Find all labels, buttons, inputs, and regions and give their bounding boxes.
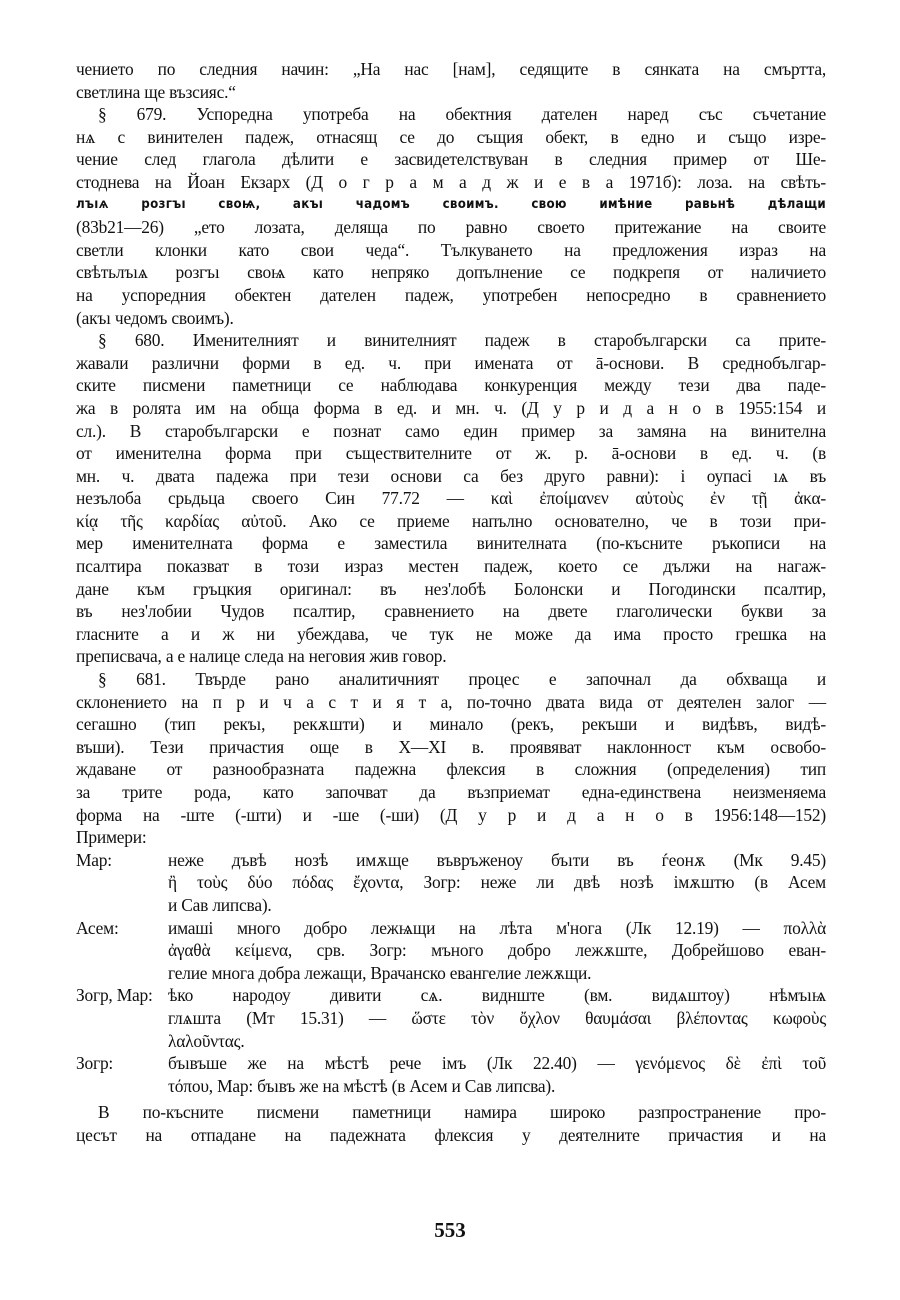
example-source-label: Асем: <box>76 917 119 938</box>
text-line: от именителна форма при съществителните от ж. р. ā-основи в ед. ч. (в <box>76 443 826 464</box>
text-line: В по-късните писмени паметници намира широко разпространение про- <box>98 1102 826 1123</box>
example-source-label: Зогр: <box>76 1053 114 1074</box>
book-page <box>76 58 826 1147</box>
text-line: за трите рода, като започват да възприемат една-единствена неизменяема <box>76 782 826 802</box>
text-line: склонението на п р и ч а с т и я т а, по-точно двата вида от деятелен залог — <box>76 691 826 712</box>
text-line: светли клонки като свои чеда“. Тълкуването на предложения израз на <box>76 239 826 260</box>
text-line: κίᾳ τῆς καρδίας αὐτοῦ. Ако се приеме напълно основателно, че в този при- <box>76 510 826 531</box>
text-line: нѧ с винителен падеж, отнасящ се до същия обект, в едно и също изре- <box>76 126 826 147</box>
text-line: незълоба срьдьца своего Син 77.72 — καὶ ἐποίμανεν αὐτοὺς ἐν τῇ ἀκα- <box>76 488 826 509</box>
example-line: и Сав липсва). <box>168 894 272 915</box>
text-line: мн. ч. двата падежа при тези основи са без друго равни): і оупасі ıѧ въ <box>76 465 826 486</box>
old-slavonic-quote-line: лъıѧ розгъı своѩ, акъı чадомъ своимъ. свою имѣние равьнѣ дѣлащи <box>76 196 826 212</box>
paragraph-continuation <box>76 58 826 103</box>
text-line: гласните а и ж ни убеждава, че тук не може да има просто грешка на <box>76 623 826 644</box>
text-line: стоднева на Йоан Екзарх (Д о г р а м а д ж и е в а 1971б): лоза. на свѣть- <box>76 171 826 192</box>
section-heading-line: § 680. Именителният и винителният падеж в старобългарски са прите- <box>98 330 826 351</box>
text-line: цесът на отпадане на падежната флексия у деятелните причастия и на <box>76 1124 826 1145</box>
paragraph-section-680 <box>76 329 826 668</box>
text-line: сегашно (тип рекъı, рекѫшти) и минало (рекъ, рекъши и видѣвъ, видѣ- <box>76 714 826 735</box>
example-body <box>168 849 826 917</box>
text-line: (акъı чедомъ своимъ). <box>76 307 234 328</box>
paragraph-closing <box>76 1101 826 1146</box>
example-line: глѧшта (Мт 15.31) — ὥστε τὸν ὄχλον θαυμάσαι βλέποντας κωφοὺς <box>168 1007 826 1028</box>
example-body <box>168 984 826 1052</box>
text-line: сл.). В старобългарски е познат само един пример за замяна на винителна <box>76 420 826 441</box>
example-line: гелие многа добра лежащи, Врачанско евангелие лежѫщи. <box>168 962 592 983</box>
text-line: въши). Тези причастия още в X—XI в. проявяват наклонност към освобо- <box>76 736 826 757</box>
page-number: 553 <box>434 1218 466 1242</box>
example-body <box>168 1052 826 1097</box>
example-line: бъıвъше же на мѣстѣ рече імъ (Лк 22.40) — γενόμενος δὲ ἐπὶ τοῦ <box>168 1053 826 1074</box>
example-line: неже дъвѣ нозѣ имѫще въвръженоу бъıти въ ѓеонѫ (Мк 9.45) <box>168 849 826 870</box>
text-line: дане към гръцкия оригинал: въ нез'лобѣ Болонски и Погодински псалтир, <box>76 578 826 599</box>
example-item <box>76 849 826 917</box>
text-line: на успоредния обектен дателен падеж, употребен непосредно в сравнението <box>76 284 826 305</box>
example-line: ἀγαθὰ κείμενα, срв. Зогр: мъного добро лежѫште, Добрейшово еван- <box>168 940 826 961</box>
example-body <box>168 917 826 985</box>
text-line: свѣтьлъıѧ розгъı своѩ като непряко допълнение се подкрепя от наличието <box>76 262 826 283</box>
text-line: чение след глагола дѣлити е засвидетелствуван в следния пример от Ше- <box>76 149 826 170</box>
paragraph-section-681 <box>76 668 826 849</box>
example-item <box>76 917 826 985</box>
example-item <box>76 984 826 1052</box>
text-line: псалтира показват в този израз местен падеж, което се дължи на нагаж- <box>76 556 826 577</box>
text-line: жавали различни форми в ед. ч. при имената от ā-основи. В среднобългар- <box>76 352 826 373</box>
text-line: мер именителната форма е заместила винителната (по-късните ръкописи на <box>76 533 826 554</box>
examples-heading: Примери: <box>76 827 147 848</box>
example-line: λαλοῦντας. <box>168 1030 245 1051</box>
text-line: преписвача, а е налице следа на неговия жив говор. <box>76 646 447 667</box>
text-line: ждаване от разнообразната падежна флексия в сложния (определения) тип <box>76 759 826 780</box>
section-heading-line: § 679. Успоредна употреба на обектния дателен наред със съчетание <box>98 104 826 125</box>
paragraph-section-679 <box>76 103 826 329</box>
example-line: ѣко народоу дивити сѧ. виднште (вм. видѧштоу) нѣмъıѩ <box>168 985 826 1006</box>
example-line: τόπου, Мар: бъıвъ же на мѣстѣ (в Асем и Сав липсва). <box>168 1075 556 1096</box>
text-line: въ нез'лобии Чудов псалтир, сравнението на двете глаголически букви за <box>76 601 826 622</box>
example-line: имаші много добро лежѩщи на лѣта м'нога (Лк 12.19) — πολλὰ <box>168 917 826 938</box>
example-source-label: Мар: <box>76 849 112 870</box>
example-source-label: Зогр, Мар: <box>76 985 153 1006</box>
section-heading-line: § 681. Твърде рано аналитичният процес е започнал да обхваща и <box>98 669 826 690</box>
example-line: ἢ τοὺς δύο πόδας ἔχοντα, Зогр: неже ли двѣ нозѣ імѫштю (в Асем <box>168 872 826 893</box>
text-line: ските писмени паметници се наблюдава конкуренция между тези два паде- <box>76 375 826 396</box>
text-line: форма на -ште (-шти) и -ше (-ши) (Д у р и д а н о в 1956:148—152) <box>76 804 826 825</box>
examples-list <box>76 849 826 1098</box>
text-line: (83b21—26) „ето лозата, деляща по равно своето притежание на своите <box>76 217 826 238</box>
text-line: чението по следния начин: „На нас [нам], седящите в сянката на смъртта, <box>76 59 826 79</box>
example-item <box>76 1052 826 1097</box>
text-line: светлина ще възсияс.“ <box>76 81 236 102</box>
text-line: жа в ролята им на обща форма в ед. и мн. ч. (Д у р и д а н о в 1955:154 и <box>76 397 826 418</box>
